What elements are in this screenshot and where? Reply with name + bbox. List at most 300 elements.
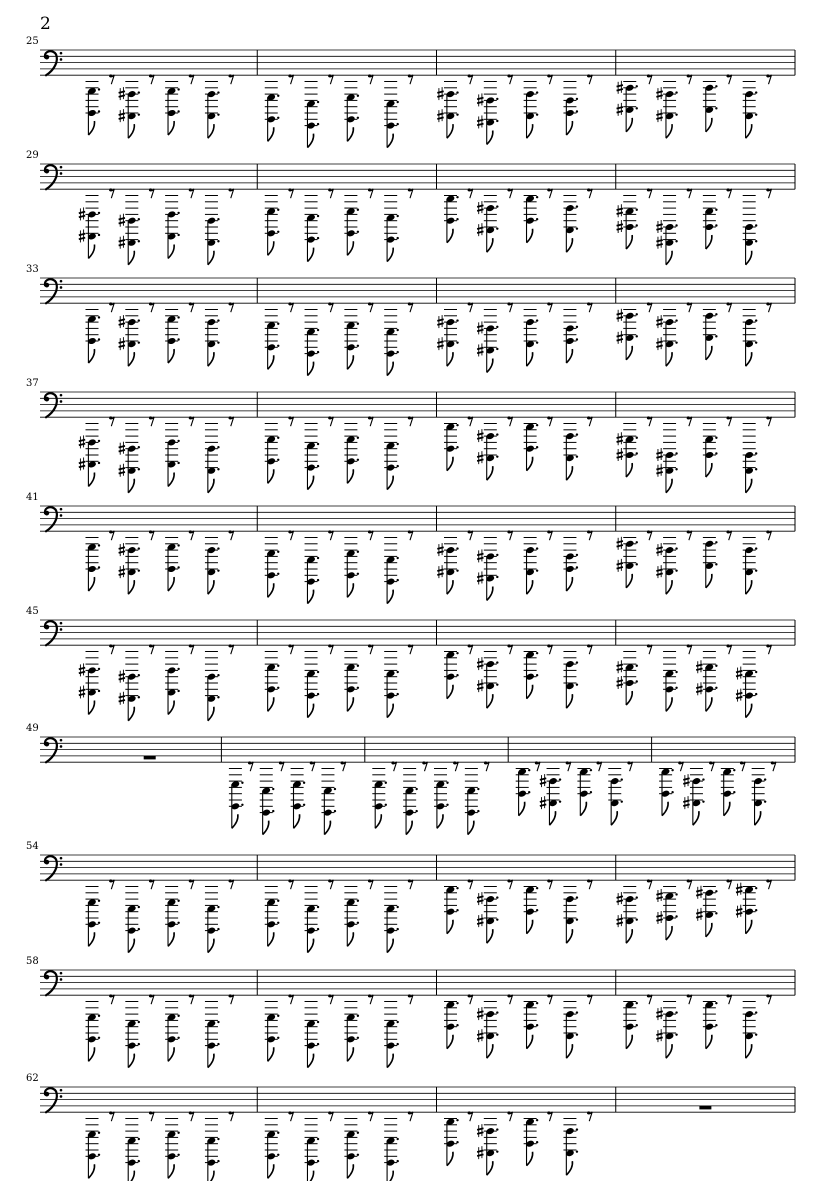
augmentation-dot bbox=[277, 209, 279, 211]
augmentation-dot bbox=[536, 1002, 538, 1004]
augmentation-dot bbox=[536, 652, 538, 654]
augmentation-dot bbox=[357, 117, 359, 119]
note-flag bbox=[447, 457, 453, 471]
augmentation-dot bbox=[636, 107, 638, 109]
augmentation-dot bbox=[98, 544, 100, 546]
eighth-rest bbox=[727, 645, 732, 654]
note-flag bbox=[387, 362, 393, 376]
augmentation-dot bbox=[98, 212, 100, 214]
note-flag bbox=[387, 476, 393, 490]
augmentation-dot bbox=[138, 928, 140, 930]
note-flag bbox=[128, 1054, 134, 1068]
note-flag bbox=[706, 346, 712, 360]
augmentation-dot bbox=[733, 791, 735, 793]
eighth-rest bbox=[535, 762, 540, 771]
augmentation-dot bbox=[496, 683, 498, 685]
augmentation-dot bbox=[675, 452, 677, 454]
sharp-accidental bbox=[119, 543, 125, 556]
augmentation-dot bbox=[357, 665, 359, 667]
augmentation-dot bbox=[576, 110, 578, 112]
bass-clef-dot bbox=[60, 863, 63, 866]
augmentation-dot bbox=[636, 335, 638, 337]
augmentation-dot bbox=[138, 547, 140, 549]
augmentation-dot bbox=[446, 782, 448, 784]
sharp-accidental bbox=[437, 315, 443, 328]
eighth-rest bbox=[508, 417, 513, 426]
augmentation-dot bbox=[177, 1132, 179, 1134]
note-flag bbox=[88, 700, 94, 714]
augmentation-dot bbox=[636, 680, 638, 682]
augmentation-dot bbox=[576, 918, 578, 920]
augmentation-dot bbox=[217, 341, 219, 343]
sharp-accidental bbox=[656, 543, 662, 556]
eighth-rest bbox=[189, 303, 194, 312]
sharp-accidental bbox=[617, 660, 623, 673]
sharp-accidental bbox=[477, 1146, 483, 1159]
augmentation-dot bbox=[536, 909, 538, 911]
sharp-accidental bbox=[437, 565, 443, 578]
sharp-accidental bbox=[477, 657, 483, 670]
note-flag bbox=[666, 926, 672, 940]
eighth-rest bbox=[109, 880, 114, 889]
sharp-accidental bbox=[79, 435, 85, 448]
augmentation-dot bbox=[138, 240, 140, 242]
augmentation-dot bbox=[755, 91, 757, 93]
augmentation-dot bbox=[456, 1024, 458, 1026]
eighth-rest bbox=[468, 1112, 473, 1121]
eighth-rest bbox=[468, 417, 473, 426]
eighth-rest bbox=[328, 880, 333, 889]
eighth-rest bbox=[468, 531, 473, 540]
augmentation-dot bbox=[702, 800, 704, 802]
eighth-rest bbox=[341, 762, 346, 771]
eighth-rest bbox=[422, 762, 427, 771]
eighth-rest bbox=[766, 189, 771, 198]
measure-number: 45 bbox=[26, 606, 39, 617]
note-flag bbox=[626, 118, 632, 132]
note-flag bbox=[706, 1035, 712, 1049]
augmentation-dot bbox=[715, 335, 717, 337]
eighth-rest bbox=[189, 995, 194, 1004]
sharp-accidental bbox=[119, 109, 125, 122]
eighth-rest bbox=[468, 189, 473, 198]
eighth-rest bbox=[368, 303, 373, 312]
augmentation-dot bbox=[217, 906, 219, 908]
eighth-rest bbox=[229, 531, 234, 540]
augmentation-dot bbox=[317, 465, 319, 467]
augmentation-dot bbox=[317, 101, 319, 103]
augmentation-dot bbox=[675, 224, 677, 226]
sharp-accidental bbox=[617, 914, 623, 927]
augmentation-dot bbox=[277, 345, 279, 347]
augmentation-dot bbox=[755, 341, 757, 343]
eighth-rest bbox=[687, 75, 692, 84]
augmentation-dot bbox=[98, 566, 100, 568]
note-flag bbox=[208, 939, 214, 953]
eighth-rest bbox=[189, 645, 194, 654]
eighth-rest bbox=[408, 189, 413, 198]
augmentation-dot bbox=[317, 329, 319, 331]
eighth-rest bbox=[368, 880, 373, 889]
eighth-rest bbox=[229, 303, 234, 312]
note-flag bbox=[746, 352, 752, 366]
note-flag bbox=[168, 1047, 174, 1061]
sharp-accidental bbox=[119, 692, 125, 705]
eighth-rest bbox=[189, 1112, 194, 1121]
eighth-rest bbox=[468, 880, 473, 889]
eighth-rest bbox=[687, 880, 692, 889]
note-flag bbox=[746, 704, 752, 718]
eighth-rest bbox=[229, 880, 234, 889]
sharp-accidental bbox=[119, 337, 125, 350]
note-flag bbox=[307, 248, 313, 262]
augmentation-dot bbox=[138, 468, 140, 470]
note-flag bbox=[447, 229, 453, 243]
eighth-rest bbox=[149, 531, 154, 540]
note-flag bbox=[566, 349, 572, 363]
augmentation-dot bbox=[576, 433, 578, 435]
augmentation-dot bbox=[715, 541, 717, 543]
eighth-rest bbox=[647, 75, 652, 84]
eighth-rest bbox=[149, 645, 154, 654]
augmentation-dot bbox=[138, 1160, 140, 1162]
augmentation-dot bbox=[177, 462, 179, 464]
augmentation-dot bbox=[396, 1043, 398, 1045]
augmentation-dot bbox=[317, 557, 319, 559]
augmentation-dot bbox=[702, 778, 704, 780]
augmentation-dot bbox=[675, 547, 677, 549]
augmentation-dot bbox=[576, 98, 578, 100]
augmentation-dot bbox=[636, 437, 638, 439]
note-flag bbox=[268, 355, 274, 369]
augmentation-dot bbox=[317, 693, 319, 695]
augmentation-dot bbox=[272, 810, 274, 812]
augmentation-dot bbox=[576, 554, 578, 556]
augmentation-dot bbox=[334, 810, 336, 812]
sharp-accidental bbox=[79, 207, 85, 220]
augmentation-dot bbox=[138, 674, 140, 676]
eighth-rest bbox=[587, 75, 592, 84]
note-flag bbox=[208, 707, 214, 721]
augmentation-dot bbox=[217, 696, 219, 698]
augmentation-dot bbox=[138, 91, 140, 93]
eighth-rest bbox=[109, 417, 114, 426]
augmentation-dot bbox=[317, 906, 319, 908]
augmentation-dot bbox=[559, 778, 561, 780]
augmentation-dot bbox=[576, 1150, 578, 1152]
eighth-rest bbox=[647, 531, 652, 540]
measure-number: 33 bbox=[26, 264, 39, 275]
augmentation-dot bbox=[98, 110, 100, 112]
note-flag bbox=[128, 707, 134, 721]
eighth-rest bbox=[328, 417, 333, 426]
note-flag bbox=[347, 1164, 353, 1178]
eighth-rest bbox=[508, 645, 513, 654]
augmentation-dot bbox=[396, 1021, 398, 1023]
sharp-accidental bbox=[696, 908, 702, 921]
sharp-accidental bbox=[477, 115, 483, 128]
augmentation-dot bbox=[715, 313, 717, 315]
augmentation-dot bbox=[576, 326, 578, 328]
note-flag bbox=[626, 235, 632, 249]
note-flag bbox=[487, 466, 493, 480]
sharp-accidental bbox=[477, 451, 483, 464]
eighth-rest bbox=[587, 645, 592, 654]
note-flag bbox=[375, 814, 381, 828]
eighth-rest bbox=[368, 75, 373, 84]
augmentation-dot bbox=[317, 443, 319, 445]
note-flag bbox=[168, 700, 174, 714]
sharp-accidental bbox=[656, 1029, 662, 1042]
note-flag bbox=[724, 802, 730, 816]
augmentation-dot bbox=[317, 215, 319, 217]
sharp-accidental bbox=[119, 214, 125, 227]
augmentation-dot bbox=[177, 440, 179, 442]
bass-clef-dot bbox=[60, 400, 63, 403]
augmentation-dot bbox=[396, 906, 398, 908]
eighth-rest bbox=[647, 880, 652, 889]
sharp-accidental bbox=[696, 682, 702, 695]
augmentation-dot bbox=[177, 668, 179, 670]
augmentation-dot bbox=[755, 113, 757, 115]
augmentation-dot bbox=[272, 788, 274, 790]
eighth-rest bbox=[453, 762, 458, 771]
augmentation-dot bbox=[559, 800, 561, 802]
eighth-rest bbox=[328, 1112, 333, 1121]
note-flag bbox=[307, 134, 313, 148]
note-flag bbox=[307, 704, 313, 718]
eighth-rest bbox=[709, 762, 714, 771]
sharp-accidental bbox=[696, 886, 702, 899]
note-flag bbox=[88, 932, 94, 946]
note-flag bbox=[387, 939, 393, 953]
augmentation-dot bbox=[396, 351, 398, 353]
augmentation-dot bbox=[715, 665, 717, 667]
sharp-accidental bbox=[617, 220, 623, 233]
eighth-rest bbox=[109, 995, 114, 1004]
note-flag bbox=[487, 1044, 493, 1058]
augmentation-dot bbox=[456, 319, 458, 321]
augmentation-dot bbox=[675, 113, 677, 115]
augmentation-dot bbox=[456, 113, 458, 115]
note-flag bbox=[706, 235, 712, 249]
augmentation-dot bbox=[755, 452, 757, 454]
augmentation-dot bbox=[636, 224, 638, 226]
eighth-rest bbox=[727, 303, 732, 312]
eighth-rest bbox=[289, 880, 294, 889]
note-flag bbox=[347, 583, 353, 597]
augmentation-dot bbox=[217, 1043, 219, 1045]
note-flag bbox=[208, 352, 214, 366]
sharp-accidental bbox=[617, 537, 623, 550]
augmentation-dot bbox=[277, 1154, 279, 1156]
augmentation-dot bbox=[671, 769, 673, 771]
bass-clef-head bbox=[44, 1092, 49, 1097]
augmentation-dot bbox=[277, 900, 279, 902]
augmentation-dot bbox=[675, 240, 677, 242]
bass-clef-head bbox=[44, 397, 49, 402]
eighth-rest bbox=[647, 995, 652, 1004]
note-flag bbox=[387, 134, 393, 148]
note-flag bbox=[549, 811, 555, 825]
augmentation-dot bbox=[277, 922, 279, 924]
augmentation-dot bbox=[733, 769, 735, 771]
augmentation-dot bbox=[528, 791, 530, 793]
note-flag bbox=[666, 580, 672, 594]
eighth-rest bbox=[766, 880, 771, 889]
measure-number: 37 bbox=[26, 378, 39, 389]
note-flag bbox=[566, 121, 572, 135]
note-flag bbox=[307, 362, 313, 376]
augmentation-dot bbox=[277, 437, 279, 439]
augmentation-dot bbox=[138, 446, 140, 448]
page-number: 2 bbox=[40, 14, 51, 34]
augmentation-dot bbox=[621, 800, 623, 802]
eighth-rest bbox=[508, 880, 513, 889]
augmentation-dot bbox=[357, 687, 359, 689]
augmentation-dot bbox=[536, 113, 538, 115]
bass-clef-dot bbox=[60, 628, 63, 631]
note-flag bbox=[626, 691, 632, 705]
eighth-rest bbox=[289, 1112, 294, 1121]
eighth-rest bbox=[687, 995, 692, 1004]
sharp-accidental bbox=[656, 464, 662, 477]
augmentation-dot bbox=[576, 1033, 578, 1035]
augmentation-dot bbox=[456, 652, 458, 654]
eighth-rest bbox=[248, 762, 253, 771]
augmentation-dot bbox=[528, 769, 530, 771]
augmentation-dot bbox=[138, 696, 140, 698]
augmentation-dot bbox=[334, 788, 336, 790]
note-flag bbox=[208, 580, 214, 594]
note-flag bbox=[746, 920, 752, 934]
augmentation-dot bbox=[755, 909, 757, 911]
measure-rest bbox=[699, 1106, 711, 1110]
eighth-rest bbox=[289, 995, 294, 1004]
note-flag bbox=[626, 463, 632, 477]
note-flag bbox=[268, 241, 274, 255]
note-flag bbox=[566, 1161, 572, 1175]
eighth-rest bbox=[766, 531, 771, 540]
augmentation-dot bbox=[755, 240, 757, 242]
sharp-accidental bbox=[656, 109, 662, 122]
sharp-accidental bbox=[119, 565, 125, 578]
augmentation-dot bbox=[98, 1154, 100, 1156]
note-flag bbox=[387, 704, 393, 718]
augmentation-dot bbox=[277, 117, 279, 119]
augmentation-dot bbox=[217, 674, 219, 676]
eighth-rest bbox=[678, 762, 683, 771]
augmentation-dot bbox=[675, 341, 677, 343]
augmentation-dot bbox=[636, 665, 638, 667]
sharp-accidental bbox=[477, 1029, 483, 1042]
eighth-rest bbox=[647, 189, 652, 198]
augmentation-dot bbox=[98, 338, 100, 340]
augmentation-dot bbox=[576, 661, 578, 663]
eighth-rest bbox=[547, 303, 552, 312]
augmentation-dot bbox=[536, 446, 538, 448]
augmentation-dot bbox=[138, 1138, 140, 1140]
note-flag bbox=[307, 476, 313, 490]
augmentation-dot bbox=[396, 557, 398, 559]
eighth-rest bbox=[547, 75, 552, 84]
bass-clef-dot bbox=[60, 394, 63, 397]
sharp-accidental bbox=[79, 229, 85, 242]
eighth-rest bbox=[328, 189, 333, 198]
augmentation-dot bbox=[357, 1154, 359, 1156]
eighth-rest bbox=[189, 531, 194, 540]
sharp-accidental bbox=[617, 331, 623, 344]
eighth-rest bbox=[647, 303, 652, 312]
eighth-rest bbox=[508, 303, 513, 312]
sharp-accidental bbox=[119, 670, 125, 683]
measure-number: 29 bbox=[26, 150, 39, 161]
augmentation-dot bbox=[636, 563, 638, 565]
sharp-accidental bbox=[437, 337, 443, 350]
eighth-rest bbox=[368, 1112, 373, 1121]
note-flag bbox=[437, 814, 443, 828]
augmentation-dot bbox=[755, 1011, 757, 1013]
bass-clef-dot bbox=[60, 745, 63, 748]
augmentation-dot bbox=[671, 791, 673, 793]
sharp-accidental bbox=[656, 565, 662, 578]
note-flag bbox=[347, 1047, 353, 1061]
note-flag bbox=[268, 127, 274, 141]
note-flag bbox=[487, 694, 493, 708]
augmentation-dot bbox=[317, 671, 319, 673]
eighth-rest bbox=[468, 75, 473, 84]
eighth-rest bbox=[229, 1112, 234, 1121]
augmentation-dot bbox=[456, 1002, 458, 1004]
augmentation-dot bbox=[396, 123, 398, 125]
augmentation-dot bbox=[277, 459, 279, 461]
bass-clef-head bbox=[44, 55, 49, 60]
eighth-rest bbox=[289, 645, 294, 654]
sharp-accidental bbox=[656, 448, 662, 461]
sharp-accidental bbox=[477, 1124, 483, 1137]
augmentation-dot bbox=[177, 338, 179, 340]
augmentation-dot bbox=[357, 900, 359, 902]
sharp-accidental bbox=[736, 905, 742, 918]
eighth-rest bbox=[628, 762, 633, 771]
note-flag bbox=[693, 811, 699, 825]
augmentation-dot bbox=[536, 1024, 538, 1026]
bass-clef-dot bbox=[60, 508, 63, 511]
augmentation-dot bbox=[456, 1119, 458, 1121]
augmentation-dot bbox=[496, 576, 498, 578]
eighth-rest bbox=[368, 417, 373, 426]
augmentation-dot bbox=[456, 674, 458, 676]
note-flag bbox=[447, 920, 453, 934]
eighth-rest bbox=[687, 531, 692, 540]
augmentation-dot bbox=[755, 569, 757, 571]
augmentation-dot bbox=[636, 896, 638, 898]
augmentation-dot bbox=[456, 446, 458, 448]
augmentation-dot bbox=[636, 1002, 638, 1004]
sharp-accidental bbox=[656, 220, 662, 233]
augmentation-dot bbox=[177, 690, 179, 692]
bass-clef-head bbox=[44, 975, 49, 980]
augmentation-dot bbox=[357, 1015, 359, 1017]
bass-clef-dot bbox=[60, 1089, 63, 1092]
eighth-rest bbox=[766, 303, 771, 312]
note-flag bbox=[307, 939, 313, 953]
note-flag bbox=[527, 580, 533, 594]
measure-number: 41 bbox=[26, 492, 39, 503]
sharp-accidental bbox=[79, 685, 85, 698]
augmentation-dot bbox=[385, 804, 387, 806]
augmentation-dot bbox=[675, 671, 677, 673]
